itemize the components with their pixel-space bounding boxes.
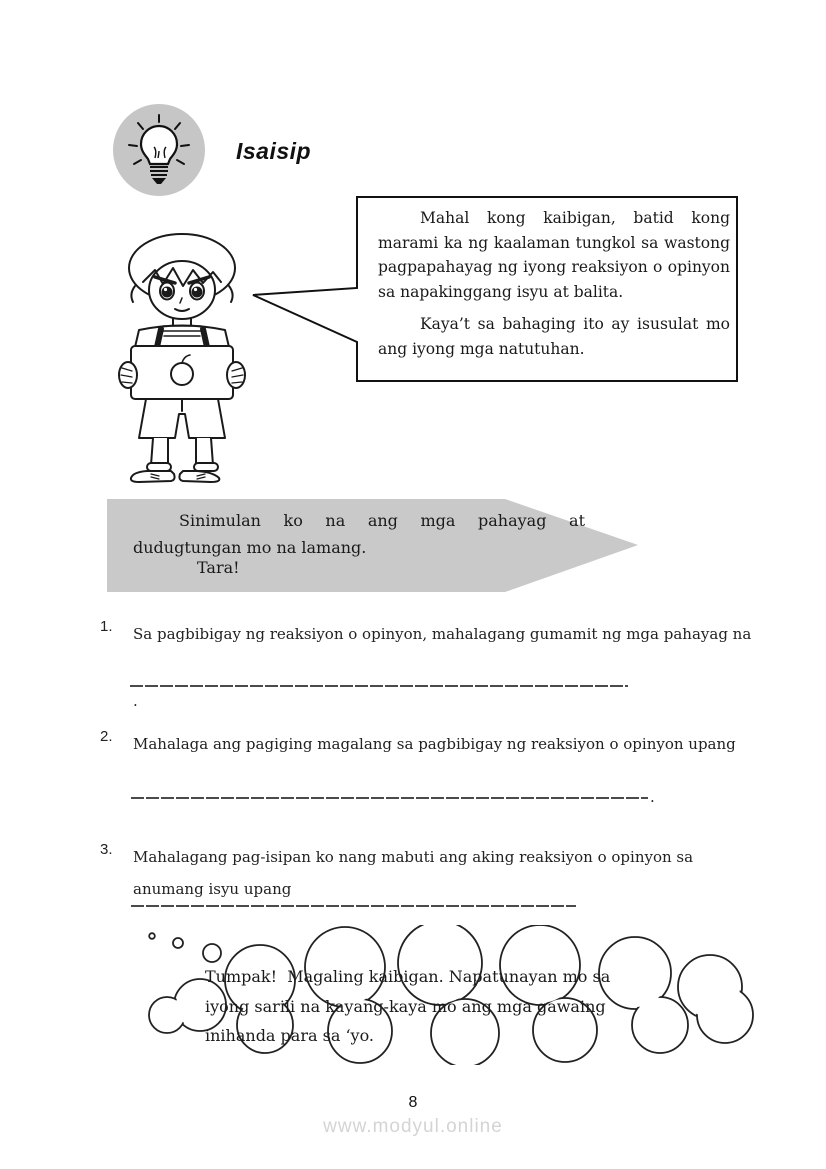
question-3-number: 3. <box>100 841 113 858</box>
page-number: 8 <box>408 1094 418 1111</box>
question-2-number: 2. <box>100 728 113 745</box>
question-2-line: Mahalaga ang pagiging magalang sa pagbibigay ng reaksiyon o opinyon upang <box>133 735 736 753</box>
question-3-blank-line <box>131 905 576 907</box>
question-3-text <box>133 841 693 905</box>
page-title: Isaisip <box>236 138 312 164</box>
cloud-line-1: Tumpak! Magaling kaibigan. Napatunayan mo sa <box>205 967 611 986</box>
speech-bubble-text <box>378 206 730 361</box>
question-3-line-1: Mahalagang pag-isipan ko nang mabuti ang aking reaksiyon o opinyon sa <box>133 848 694 866</box>
lightbulb-icon <box>111 102 207 198</box>
cloud-line-2: iyong sarili na kayang-kaya mo ang mga gawaing <box>205 996 606 1016</box>
speech-paragraph-1: Mahal kong kaibigan, batid kong marami ka ng kaalaman tungkol sa wastong pagpapahayag ng iyong reaksiyon o opinyon sa napakinggang isyu at balita. <box>378 209 730 301</box>
banner-message: Sinimulan ko na ang mga pahayag at dudugtungan mo na lamang. <box>133 511 585 557</box>
arrow-banner-text <box>133 507 585 561</box>
cloud-bubble-text <box>205 962 665 1051</box>
cloud-line-3: inihanda para sa ‘yo. <box>205 1026 375 1045</box>
question-2-period: . <box>650 788 655 806</box>
question-1-blank-line <box>130 685 628 687</box>
question-1-period: . <box>133 692 138 710</box>
watermark: www.modyul.online <box>323 1116 503 1137</box>
banner-exclamation: Tara! <box>197 558 240 577</box>
question-2-blank-line <box>131 797 648 799</box>
question-1-text <box>133 618 751 650</box>
question-1-number: 1. <box>100 618 113 635</box>
question-2-text <box>133 728 736 760</box>
question-3-line-2: anumang isyu upang <box>133 880 292 898</box>
question-1-line: Sa pagbibigay ng reaksiyon o opinyon, mahalagang gumamit ng mga pahayag na <box>133 625 752 643</box>
speech-paragraph-2: Kaya’t sa bahaging ito ay isusulat mo ang iyong mga natutuhan. <box>378 315 730 358</box>
